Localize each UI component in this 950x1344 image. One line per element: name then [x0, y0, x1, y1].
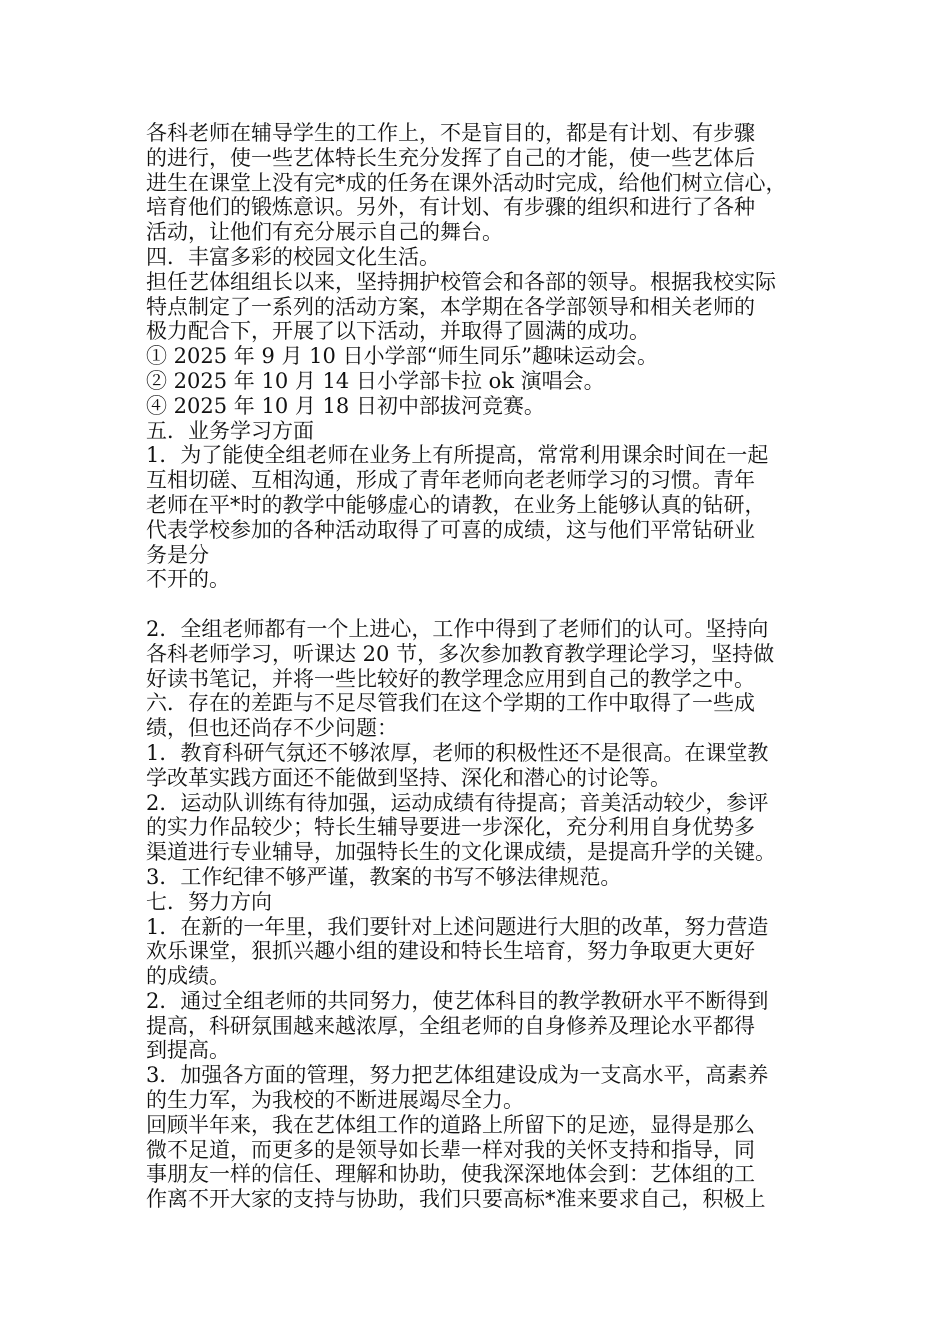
text-line: 1．教育科研气氛还不够浓厚，老师的积极性还不是很高。在课堂教 [146, 740, 769, 765]
text-line: ④ 2025 年 10 月 18 日初中部拔河竞赛。 [146, 393, 545, 418]
text-line: 五．业务学习方面 [146, 418, 314, 443]
text-line: 的生力军，为我校的不断进展竭尽全力。 [146, 1088, 524, 1113]
text-line: 1．为了能使全组老师在业务上有所提高，常常利用课余时间在一起 [146, 443, 769, 468]
text-line: 渠道进行专业辅导，加强特长生的文化课成绩，是提高升学的关键。 [146, 840, 776, 865]
text-line: 老师在平*时的教学中能够虚心的请教，在业务上能够认真的钻研， [146, 492, 766, 517]
text-line: 1．在新的一年里，我们要针对上述问题进行大胆的改革，努力营造 [146, 914, 769, 939]
text-line: 提高，科研氛围越来越浓厚，全组老师的自身修养及理论水平都得 [146, 1013, 755, 1038]
text-line: 的成绩。 [146, 964, 230, 989]
text-line: 各科老师学习，听课达 20 节，多次参加教育教学理论学习，坚持做 [146, 641, 775, 666]
text-line: 微不足道，而更多的是领导如长辈一样对我的关怀支持和指导，同 [146, 1137, 755, 1162]
text-line: 务是分 [146, 542, 209, 567]
text-line: 特点制定了一系列的活动方案，本学期在各学部领导和相关老师的 [146, 294, 755, 319]
document-body [146, 121, 814, 1212]
text-line: 培育他们的锻炼意识。另外，有计划、有步骤的组织和进行了各种 [146, 195, 755, 220]
text-line: 绩，但也还尚存不少问题： [146, 716, 398, 741]
text-line: 回顾半年来，我在艺体组工作的道路上所留下的足迹，显得是那么 [146, 1112, 755, 1137]
text-line: 的进行，使一些艺体特长生充分发挥了自己的才能，使一些艺体后 [146, 145, 755, 170]
text-line: 极力配合下，开展了以下活动，并取得了圆满的成功。 [146, 319, 650, 344]
text-line: 各科老师在辅导学生的工作上，不是盲目的，都是有计划、有步骤 [146, 121, 755, 145]
blank-line [146, 592, 814, 617]
text-line: 进生在课堂上没有完*成的任务在课外活动时完成，给他们树立信心， [146, 170, 787, 195]
text-line: 四．丰富多彩的校园文化生活。 [146, 244, 440, 269]
text-line: 2．通过全组老师的共同努力，使艺体科目的教学教研水平不断得到 [146, 988, 769, 1013]
text-line: 3．工作纪律不够严谨，教案的书写不够法律规范。 [146, 864, 622, 889]
text-line: 的实力作品较少；特长生辅导要进一步深化，充分利用自身优势多 [146, 815, 755, 840]
text-line: ② 2025 年 10 月 14 日小学部卡拉 ok 演唱会。 [146, 368, 605, 393]
text-line: 作离不开大家的支持与协助，我们只要高标*准来要求自己，积极上 [146, 1187, 766, 1212]
text-line: ① 2025 年 9 月 10 日小学部“师生同乐”趣味运动会。 [146, 344, 659, 369]
text-line: 互相切磋、互相沟通，形成了青年老师向老老师学习的习惯。青年 [146, 468, 755, 493]
text-line: 到提高。 [146, 1038, 230, 1063]
text-line: 担任艺体组组长以来，坚持拥护校管会和各部的领导。根据我校实际 [146, 269, 776, 294]
text-line: 3．加强各方面的管理，努力把艺体组建设成为一支高水平，高素养 [146, 1063, 769, 1088]
text-line: 活动，让他们有充分展示自己的舞台。 [146, 220, 503, 245]
text-line: 2．运动队训练有待加强，运动成绩有待提高；音美活动较少，参评 [146, 790, 769, 815]
text-line: 学改革实践方面还不能做到坚持、深化和潜心的讨论等。 [146, 765, 671, 790]
text-line: 七．努力方向 [146, 889, 272, 914]
text-line: 不开的。 [146, 567, 230, 592]
text-line: 六．存在的差距与不足尽管我们在这个学期的工作中取得了一些成 [146, 691, 755, 716]
text-line: 事朋友一样的信任、理解和协助，使我深深地体会到：艺体组的工 [146, 1162, 755, 1187]
text-line: 好读书笔记，并将一些比较好的教学理念应用到自己的教学之中。 [146, 666, 755, 691]
text-line: 2．全组老师都有一个上进心，工作中得到了老师们的认可。坚持向 [146, 616, 769, 641]
text-line: 代表学校参加的各种活动取得了可喜的成绩，这与他们平常钻研业 [146, 517, 755, 542]
text-line: 欢乐课堂，狠抓兴趣小组的建设和特长生培育，努力争取更大更好 [146, 939, 755, 964]
